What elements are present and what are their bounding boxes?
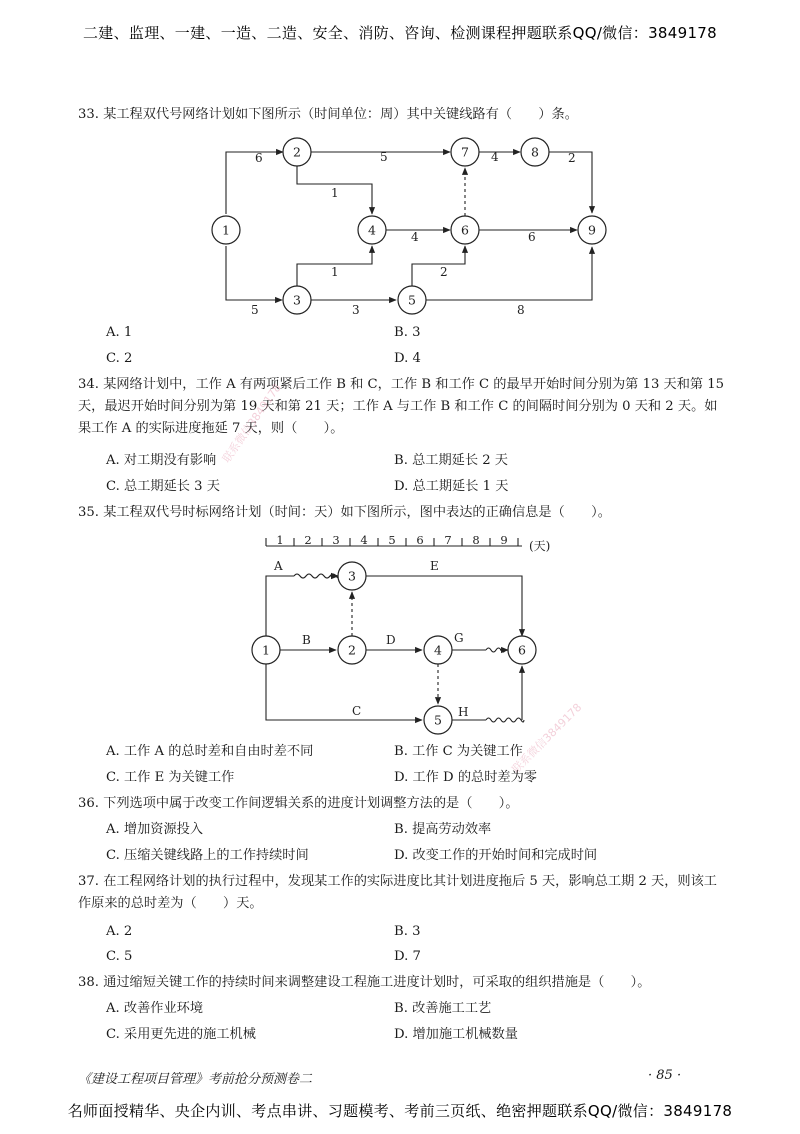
question-text: 在工程网络计划的执行过程中，发现某工作的实际进度比其计划进度拖后 5 天，影响总工期 2 天，则该工作原来的总时差为（ ）天。 [78,874,717,911]
svg-text:9: 9 [588,222,596,238]
svg-text:6: 6 [416,533,424,547]
watermark-text: 联系微信3849178 [219,381,284,466]
network-diagram-q33 [200,132,620,322]
svg-text:2: 2 [348,642,356,658]
page-number: · 85 · [648,1068,682,1083]
option-b: B. 工作 C 为关键工作 [394,744,523,759]
option-c: C. 总工期延长 3 天 [106,479,220,494]
svg-text:9: 9 [500,533,508,547]
option-b: B. 提高劳动效率 [394,822,492,837]
label-h: H [458,705,469,719]
question-number: 34. [78,377,99,392]
dur-7-8: 4 [491,150,499,164]
time-scale [266,533,550,553]
question-text: 下列选项中属于改变工作间逻辑关系的进度计划调整方法的是（ ）。 [103,796,519,811]
dur-3-5: 3 [352,303,360,317]
svg-text:4: 4 [360,533,368,547]
svg-text:8: 8 [472,533,480,547]
node-4 [424,636,452,664]
question-34 [78,374,728,440]
svg-text:7: 7 [444,533,452,547]
option-b: B. 改善施工工艺 [394,1001,492,1016]
dur-1-2: 6 [255,151,263,165]
dur-4-6: 4 [411,230,419,244]
dur-6-9: 6 [528,230,536,244]
label-d: D [386,633,396,647]
time-unit: (天) [529,539,551,553]
option-c: C. 2 [106,351,133,366]
label-b: B [302,633,311,647]
node-3 [338,562,366,590]
option-d: D. 7 [394,949,421,964]
dur-5-9: 8 [517,303,525,317]
work-a [266,576,294,636]
dur-5-6: 2 [440,265,448,279]
svg-text:1: 1 [276,533,284,547]
arrow-5-6 [412,246,465,286]
option-a: A. 改善作业环境 [106,1001,204,1016]
node-6 [508,636,536,664]
option-a: A. 对工期没有影响 [106,453,217,468]
watermark-text: 联系微信3849178 [509,700,585,776]
option-b: B. 3 [394,924,421,939]
question-number: 33. [78,107,99,122]
option-c: C. 工作 E 为关键工作 [106,770,235,785]
option-c: C. 压缩关键线路上的工作持续时间 [106,848,309,863]
arrow-1-3 [226,246,282,300]
node-3 [283,286,311,314]
arrow-5-9 [426,247,592,300]
option-c: C. 采用更先进的施工机械 [106,1027,256,1042]
node-1 [212,216,240,244]
node-6 [451,216,479,244]
question-38 [78,972,728,994]
option-a: A. 2 [106,924,133,939]
node-2 [283,138,311,166]
work-c [266,664,422,720]
label-g: G [454,631,464,645]
svg-text:4: 4 [434,642,442,658]
svg-text:3: 3 [293,292,301,308]
svg-text:4: 4 [368,222,376,238]
option-a: A. 1 [106,325,133,340]
node-5 [424,706,452,734]
question-text: 某工程双代号时标网络计划（时间：天）如下图所示，图中表达的正确信息是（ ）。 [103,505,611,520]
label-a: A [274,559,283,573]
node-4 [358,216,386,244]
time-scaled-network-q35 [250,530,580,740]
node-8 [521,138,549,166]
question-text: 某网络计划中，工作 A 有两项紧后工作 B 和 C，工作 B 和工作 C 的最早开始时间分别为第 13 天和第 15 天，最迟开始时间分别为第 19 天和第 21 天；工作 A 与工作 B 和工作 C 的间隔时间分别为 0 天和 2 天。如果工作 A 的实际进度拖延 7 天，则（ ）。 [78,377,725,436]
question-33 [78,104,728,126]
question-number: 37. [78,874,99,889]
svg-text:2: 2 [293,144,301,160]
svg-text:8: 8 [531,144,539,160]
footer-promo-banner: 名师面授精华、央企内训、考点串讲、习题模考、考前三页纸、绝密押题联系QQ/微信：3849178 [67,1102,733,1120]
option-d: D. 改变工作的开始时间和完成时间 [394,848,598,863]
option-b: B. 3 [394,325,421,340]
dur-3-4: 1 [331,265,339,279]
question-text: 某工程双代号网络计划如下图所示（时间单位：周）其中关键线路有（ ）条。 [103,107,578,122]
question-37 [78,871,728,915]
question-text: 通过缩短关键工作的持续时间来调整建设工程施工进度计划时，可采取的组织措施是（ ）。 [103,975,651,990]
node-7 [451,138,479,166]
option-d: D. 4 [394,351,421,366]
header-promo-banner: 二建、监理、一建、一造、二造、安全、消防、咨询、检测课程押题联系QQ/微信：3849178 [83,24,717,42]
svg-text:7: 7 [461,144,469,160]
dur-2-4: 1 [331,186,339,200]
option-b: B. 总工期延长 2 天 [394,453,508,468]
question-number: 35. [78,505,99,520]
option-d: D. 增加施工机械数量 [394,1027,518,1042]
option-d: D. 总工期延长 1 天 [394,479,509,494]
option-d: D. 工作 D 的总时差为零 [394,770,537,785]
dur-8-9: 2 [568,151,576,165]
work-e [366,576,522,636]
svg-text:3: 3 [332,533,340,547]
svg-text:3: 3 [348,568,356,584]
svg-text:5: 5 [408,292,416,308]
footer-book-title: 《建设工程项目管理》考前抢分预测卷二 [78,1072,313,1087]
dur-1-3: 5 [251,303,259,317]
option-a: A. 工作 A 的总时差和自由时差不同 [106,744,314,759]
svg-text:1: 1 [222,222,230,238]
node-1 [252,636,280,664]
dur-2-7: 5 [380,150,388,164]
svg-text:6: 6 [461,222,469,238]
question-36 [78,793,728,815]
svg-text:5: 5 [434,712,442,728]
question-35 [78,502,728,524]
svg-text:5: 5 [388,533,396,547]
label-e: E [430,559,439,573]
option-a: A. 增加资源投入 [106,822,204,837]
work-h-wave [486,718,524,722]
node-2 [338,636,366,664]
svg-text:2: 2 [304,533,312,547]
svg-text:6: 6 [518,642,526,658]
node-5 [398,286,426,314]
node-9 [578,216,606,244]
question-number: 36. [78,796,99,811]
svg-text:1: 1 [262,642,270,658]
label-c: C [352,704,362,718]
option-c: C. 5 [106,949,133,964]
question-number: 38. [78,975,99,990]
